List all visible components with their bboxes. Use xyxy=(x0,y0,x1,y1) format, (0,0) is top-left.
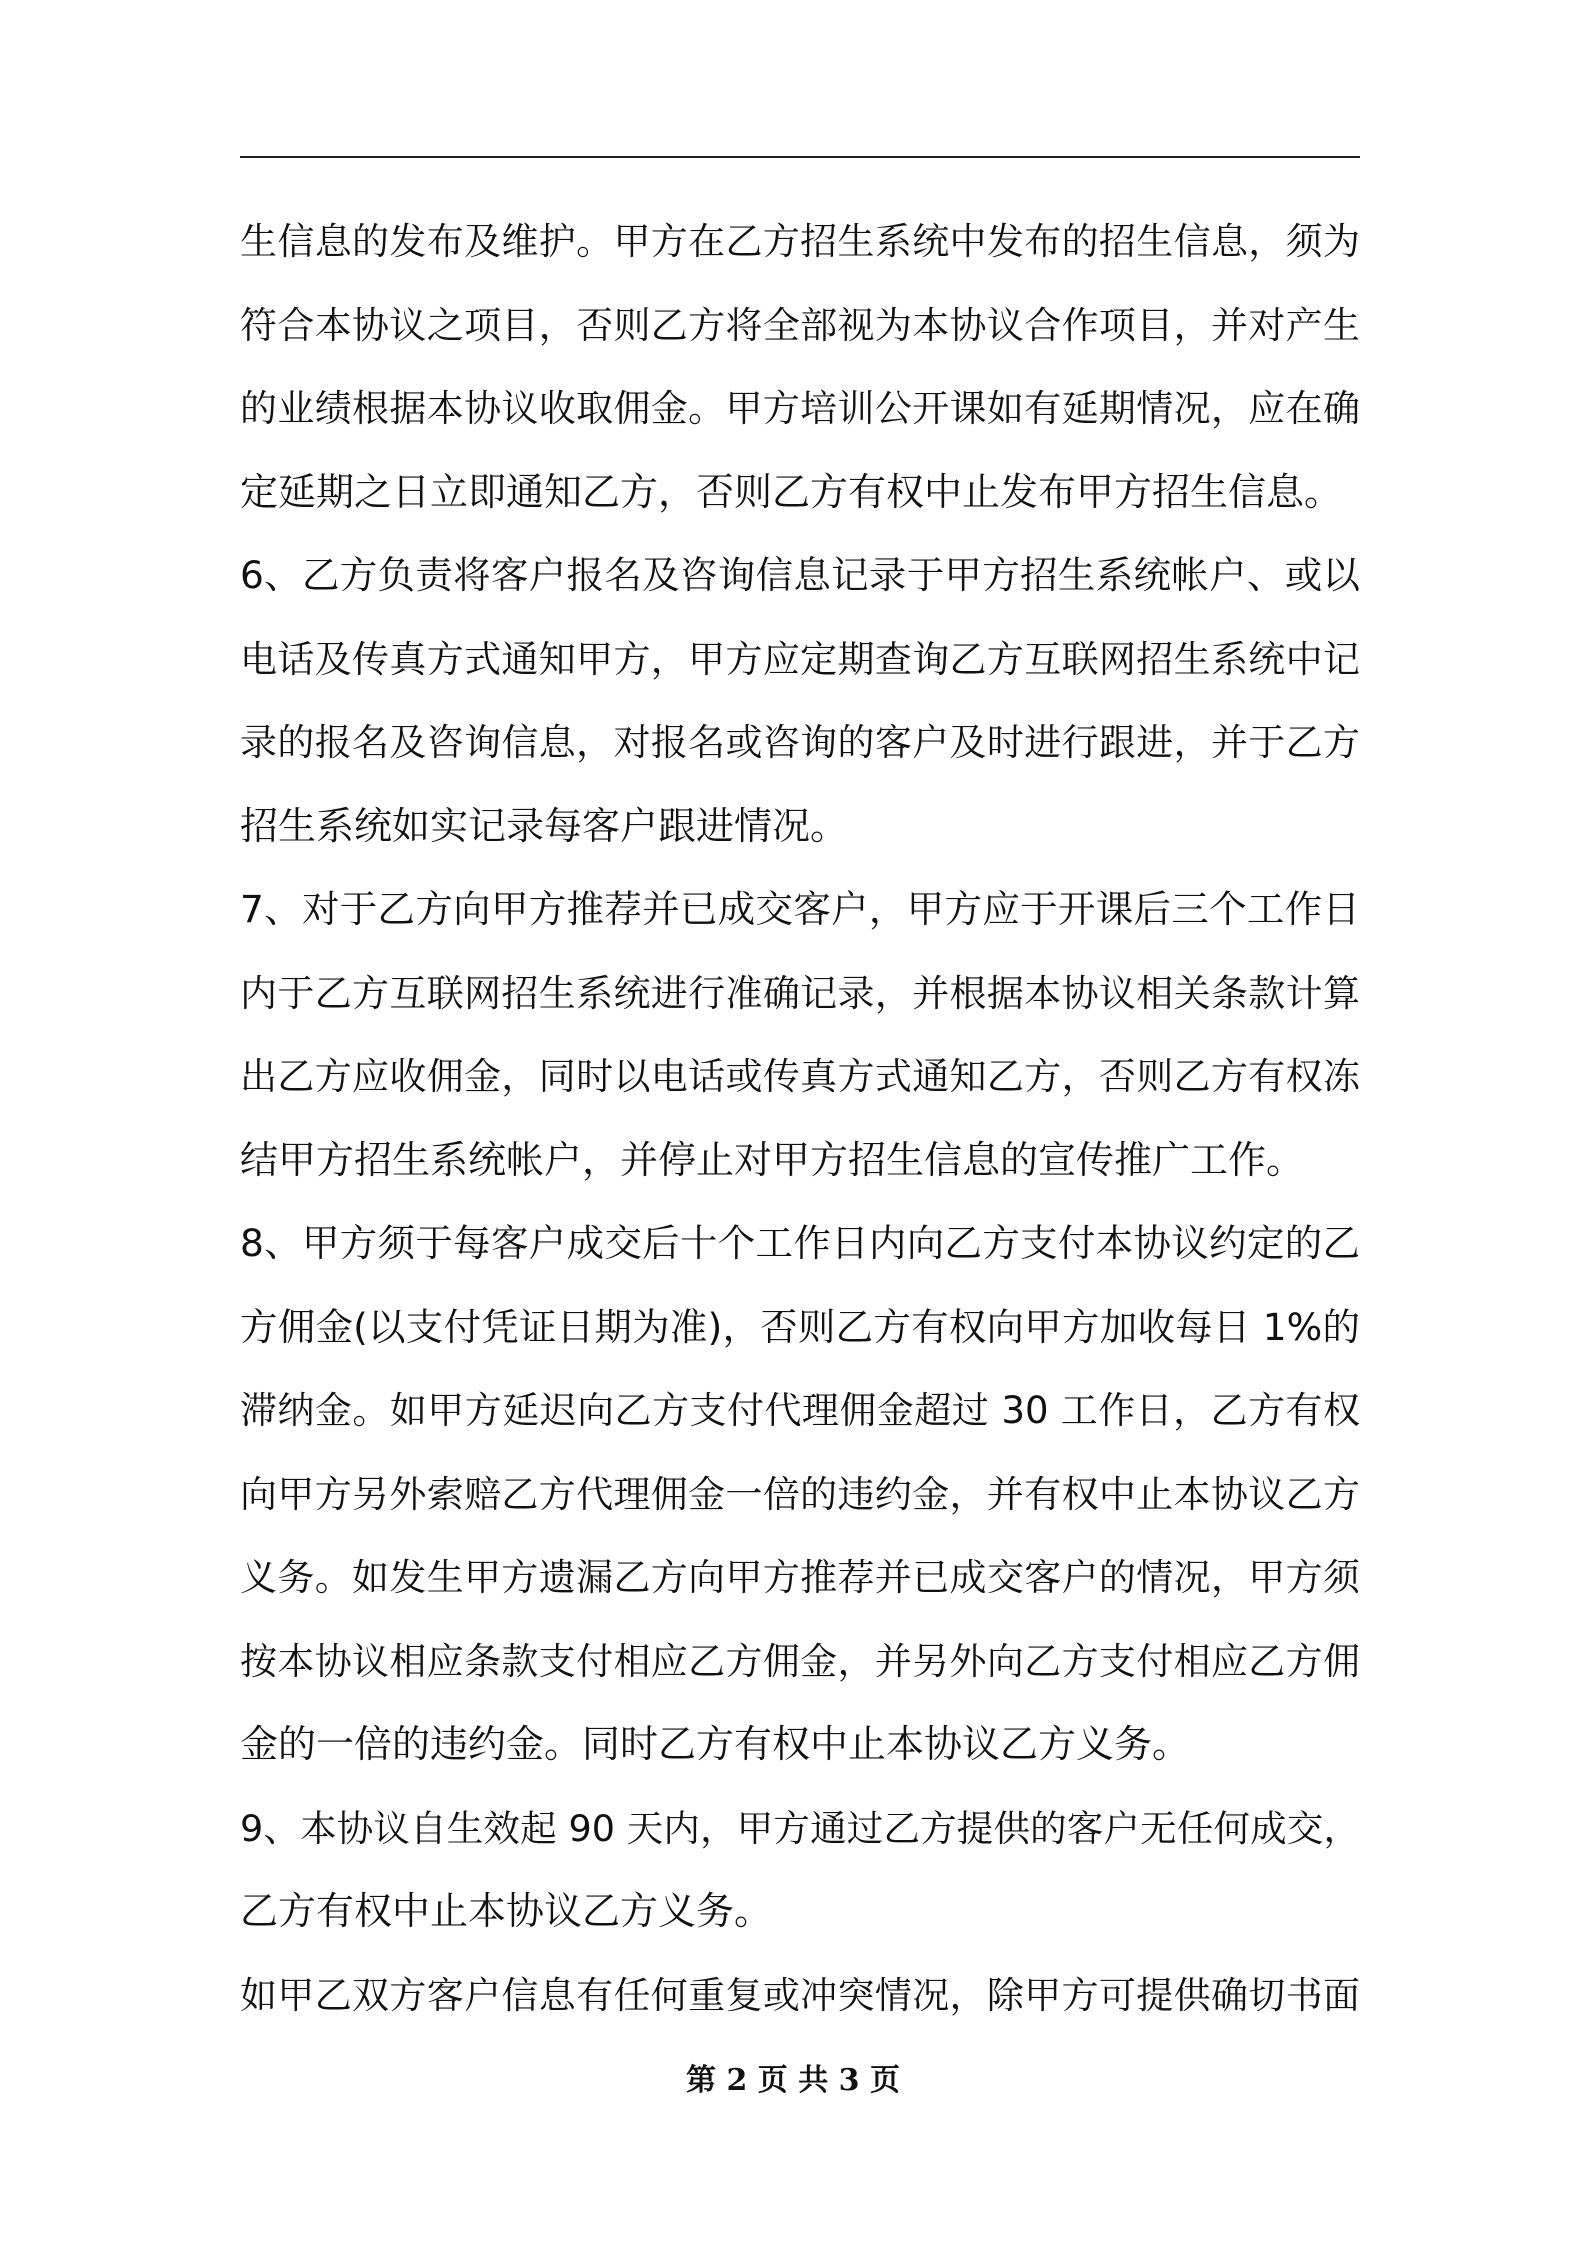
text-line: 6、乙方负责将客户报名及咨询信息记录于甲方招生系统帐户、或以 xyxy=(240,553,1360,597)
page-number: 第 2 页 共 3 页 xyxy=(686,2063,900,2098)
document-body xyxy=(240,200,1360,2037)
text-line: 符合本协议之项目，否则乙方将全部视为本协议合作项目，并对产生 xyxy=(240,303,1360,347)
text-line: 生信息的发布及维护。甲方在乙方招生系统中发布的招生信息，须为 xyxy=(240,220,1360,263)
text-line: 出乙方应收佣金，同时以电话或传真方式通知乙方，否则乙方有权冻 xyxy=(240,1055,1360,1098)
text-line: 录的报名及咨询信息，对报名或咨询的客户及时进行跟进，并于乙方 xyxy=(240,721,1360,764)
text-line: 向甲方另外索赔乙方代理佣金一倍的违约金，并有权中止本协议乙方 xyxy=(240,1472,1360,1516)
text-line: 义务。如发生甲方遗漏乙方向甲方推荐并已成交客户的情况，甲方须 xyxy=(240,1556,1360,1599)
header-rule xyxy=(240,156,1360,158)
text-line: 滞纳金。如甲方延迟向乙方支付代理佣金超过 30 工作日，乙方有权 xyxy=(240,1389,1360,1432)
text-line: 9、本协议自生效起 90 天内，甲方通过乙方提供的客户无任何成交， xyxy=(240,1806,1360,1850)
text-line: 招生系统如实记录每客户跟进情况。 xyxy=(240,803,849,848)
text-line: 定延期之日立即通知乙方，否则乙方有权中止发布甲方招生信息。 xyxy=(240,469,1343,514)
text-line: 方佣金(以支付凭证日期为准)，否则乙方有权向甲方加收每日 1%的 xyxy=(240,1304,1360,1349)
text-line: 如甲乙双方客户信息有任何重复或冲突情况，除甲方可提供确切书面 xyxy=(240,1973,1360,2017)
text-line: 内于乙方互联网招生系统进行准确记录，并根据本协议相关条款计算 xyxy=(240,971,1360,1015)
text-line: 按本协议相应条款支付相应乙方佣金，并另外向乙方支付相应乙方佣 xyxy=(240,1639,1360,1683)
text-line: 的业绩根据本协议收取佣金。甲方培训公开课如有延期情况，应在确 xyxy=(240,387,1360,430)
text-line: 结甲方招生系统帐户，并停止对甲方招生信息的宣传推广工作。 xyxy=(240,1137,1305,1182)
text-line: 电话及传真方式通知甲方，甲方应定期查询乙方互联网招生系统中记 xyxy=(240,637,1360,681)
text-line: 乙方有权中止本协议乙方义务。 xyxy=(240,1889,773,1933)
text-line: 8、甲方须于每客户成交后十个工作日内向乙方支付本协议约定的乙 xyxy=(240,1221,1360,1265)
text-line: 金的一倍的违约金。同时乙方有权中止本协议乙方义务。 xyxy=(240,1722,1191,1766)
text-line: 7、对于乙方向甲方推荐并已成交客户，甲方应于开课后三个工作日 xyxy=(240,887,1360,931)
